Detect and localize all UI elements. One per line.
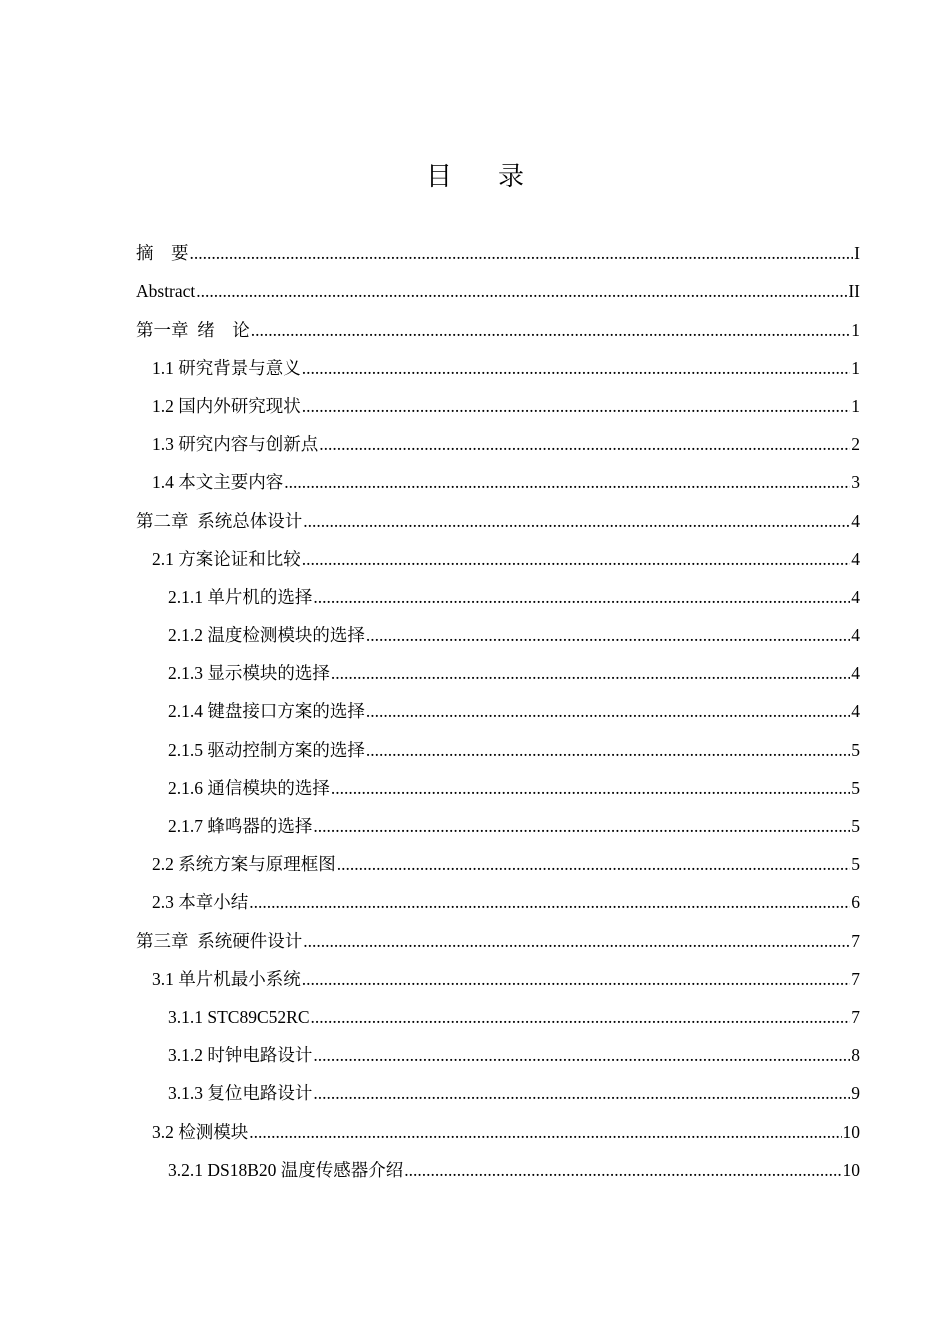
toc-entry-label: Abstract: [136, 281, 196, 302]
toc-entry[interactable]: [136, 417, 860, 455]
toc-leader-dots: [311, 1006, 851, 1028]
toc-entry-page-number: 1: [851, 319, 860, 340]
toc-leader-dots: [249, 1121, 841, 1143]
toc-entry[interactable]: [136, 646, 860, 684]
toc-entry-label: 2.1.5 驱动控制方案的选择: [168, 739, 365, 760]
toc-leader-dots: [284, 471, 850, 493]
toc-entry-page-number: 5: [851, 777, 860, 798]
toc-entry-page-number: 1: [851, 395, 860, 416]
toc-entry-label: 3.1 单片机最小系统: [152, 968, 301, 989]
toc-entry-page-number: 3: [851, 472, 860, 493]
toc-entry-page-number: 4: [851, 586, 860, 607]
toc-entry[interactable]: [136, 302, 860, 340]
toc-entry-label: 第一章 绪 论: [136, 319, 250, 340]
toc-entry[interactable]: [136, 761, 860, 799]
toc-leader-dots: [331, 662, 850, 684]
toc-entry-label: 摘 要: [136, 243, 189, 264]
toc-entry-page-number: II: [848, 281, 860, 302]
toc-entry-page-number: 4: [851, 701, 860, 722]
toc-entry-label: 2.1 方案论证和比较: [152, 548, 301, 569]
toc-leader-dots: [313, 815, 850, 837]
toc-entry[interactable]: [136, 264, 860, 302]
toc-leader-dots: [319, 433, 850, 455]
toc-entry-page-number: 7: [851, 1006, 860, 1027]
toc-entry-label: 1.1 研究背景与意义: [152, 357, 301, 378]
toc-entry-label: 第三章 系统硬件设计: [136, 930, 303, 951]
toc-leader-dots: [303, 510, 850, 532]
toc-entry-label: 3.1.2 时钟电路设计: [168, 1045, 313, 1066]
toc-entry[interactable]: [136, 875, 860, 913]
toc-entry-page-number: 8: [851, 1045, 860, 1066]
toc-entry-label: 2.2 系统方案与原理框图: [152, 854, 336, 875]
toc-entry-label: 3.2.1 DS18B20 温度传感器介绍: [168, 1159, 404, 1180]
toc-leader-dots: [302, 395, 851, 417]
toc-entry[interactable]: [136, 608, 860, 646]
toc-leader-dots: [249, 891, 850, 913]
toc-leader-dots: [404, 1159, 841, 1181]
toc-entry-page-number: 4: [851, 663, 860, 684]
toc-leader-dots: [366, 624, 850, 646]
toc-entry[interactable]: [136, 532, 860, 570]
toc-leader-dots: [190, 242, 854, 264]
toc-leader-dots: [337, 853, 851, 875]
toc-entry[interactable]: [136, 952, 860, 990]
toc-entry-page-number: 5: [851, 854, 860, 875]
toc-title-part1: 目: [425, 162, 452, 191]
toc-entry-page-number: 10: [842, 1159, 860, 1180]
toc-leader-dots: [302, 357, 851, 379]
toc-entry-label: 1.2 国内外研究现状: [152, 395, 301, 416]
toc-entry-label: 2.1.4 键盘接口方案的选择: [168, 701, 365, 722]
toc-entry-page-number: 4: [851, 548, 860, 569]
toc-entry-label: 3.1.1 STC89C52RC: [168, 1006, 310, 1027]
toc-entry[interactable]: [136, 837, 860, 875]
toc-title: [0, 160, 950, 194]
toc-entry-page-number: 5: [851, 816, 860, 836]
toc-entry-label: 2.1.7 蜂鸣器的选择: [168, 816, 313, 836]
toc-entry-label: 3.2 检测模块: [152, 1121, 249, 1142]
toc-entry[interactable]: [136, 722, 860, 760]
toc-entry[interactable]: [136, 1066, 860, 1104]
toc-entry-page-number: 4: [851, 510, 860, 531]
toc-entry[interactable]: [136, 990, 860, 1028]
toc-entry-label: 1.3 研究内容与创新点: [152, 434, 319, 455]
toc-entry-label: 2.1.3 显示模块的选择: [168, 663, 330, 684]
toc-entry[interactable]: [136, 455, 860, 493]
toc-entry-label: 第二章 系统总体设计: [136, 510, 303, 531]
toc-entry-page-number: I: [854, 243, 860, 264]
toc-leader-dots: [366, 739, 850, 761]
toc-entry[interactable]: [136, 341, 860, 379]
toc-entry[interactable]: [136, 1143, 860, 1181]
toc-entry-page-number: 7: [851, 968, 860, 989]
toc-entry-label: 3.1.3 复位电路设计: [168, 1083, 313, 1104]
toc-entry[interactable]: [136, 799, 860, 837]
toc-entry[interactable]: [136, 570, 860, 608]
toc-entry[interactable]: [136, 379, 860, 417]
toc-leader-dots: [302, 548, 851, 570]
toc-entry-label: 2.1.1 单片机的选择: [168, 586, 313, 607]
toc-entry-page-number: 2: [851, 434, 860, 455]
toc-leader-dots: [302, 968, 851, 990]
toc-leader-dots: [366, 700, 850, 722]
toc-leader-dots: [331, 777, 850, 799]
toc-leader-dots: [313, 1082, 850, 1104]
toc-entry[interactable]: [136, 1028, 860, 1066]
toc-leader-dots: [313, 586, 850, 608]
toc-entry-label: 2.1.2 温度检测模块的选择: [168, 625, 365, 646]
toc-entry[interactable]: [136, 684, 860, 722]
toc-entry-page-number: 5: [851, 739, 860, 760]
toc-entry[interactable]: [136, 913, 860, 951]
toc-entry[interactable]: [136, 493, 860, 531]
table-of-contents: [136, 226, 860, 1181]
toc-leader-dots: [313, 1044, 850, 1066]
toc-entry-page-number: 1: [851, 357, 860, 378]
toc-entry-page-number: 7: [851, 930, 860, 951]
toc-entry[interactable]: [136, 1104, 860, 1142]
toc-leader-dots: [251, 319, 851, 341]
toc-entry-page-number: 6: [851, 892, 860, 913]
toc-entry-label: 2.3 本章小结: [152, 892, 249, 913]
toc-entry-page-number: 10: [842, 1121, 860, 1142]
toc-entry-label: 1.4 本文主要内容: [152, 472, 284, 493]
toc-entry-page-number: 4: [851, 625, 860, 646]
toc-entry[interactable]: [136, 226, 860, 264]
toc-entry-label: 2.1.6 通信模块的选择: [168, 777, 330, 798]
toc-leader-dots: [303, 930, 850, 952]
toc-title-part2: 录: [498, 162, 525, 191]
toc-leader-dots: [196, 280, 847, 302]
toc-entry-page-number: 9: [851, 1083, 860, 1104]
